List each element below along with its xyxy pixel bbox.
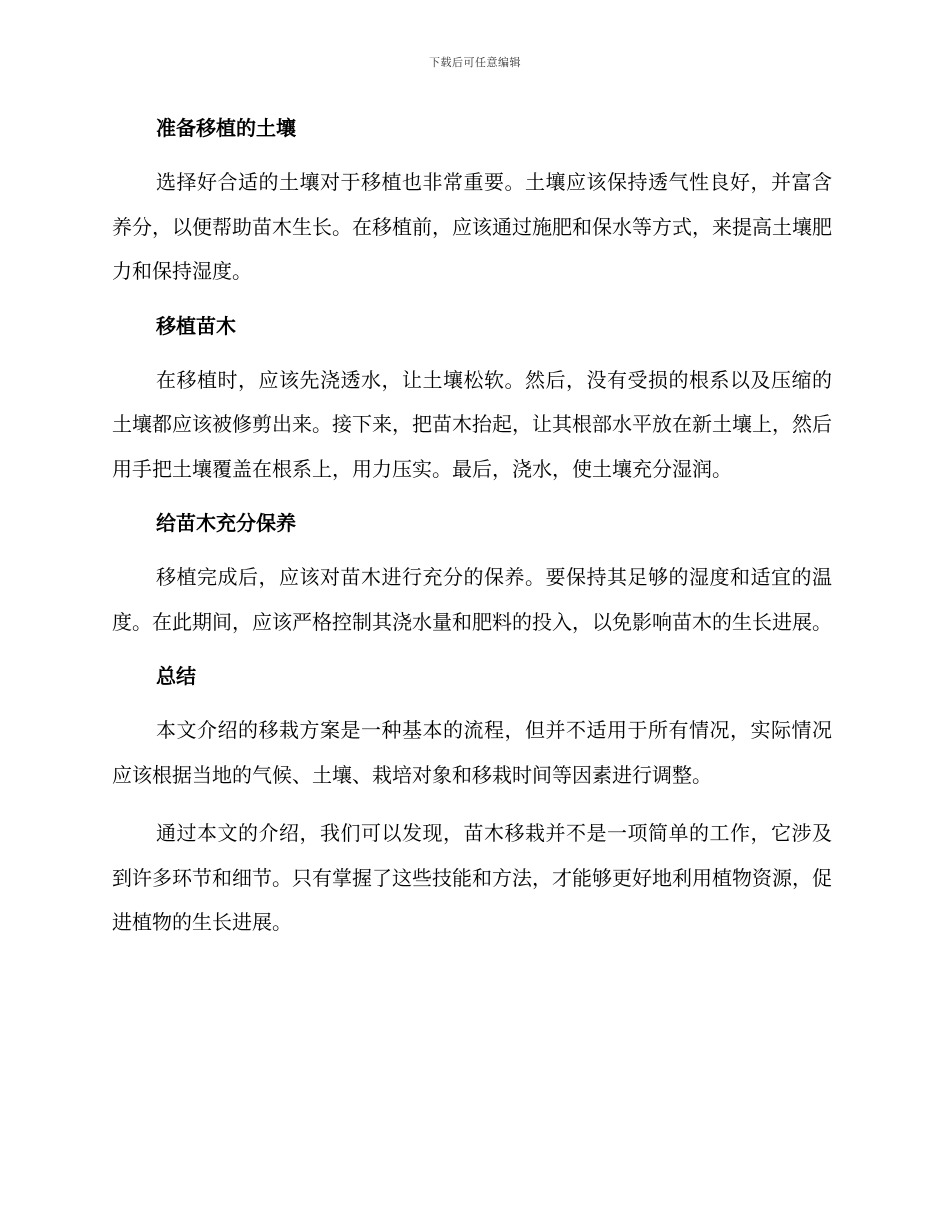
section-heading: 总结: [156, 664, 196, 688]
section-paragraph: 通过本文的介绍，我们可以发现，苗木移栽并不是一项简单的工作，它涉及到许多环节和细节。只有掌握了这些技能和方法，才能够更好地利用植物资源，促进植物的生长进展。: [112, 821, 832, 934]
section-paragraph: 选择好合适的土壤对于移植也非常重要。土壤应该保持透气性良好，并富含养分，以便帮助苗木生长。在移植前，应该通过施肥和保水等方式，来提高土壤肥力和保持湿度。: [112, 170, 832, 283]
section-paragraph: 本文介绍的移栽方案是一种基本的流程，但并不适用于所有情况，实际情况应该根据当地的气候、土壤、栽培对象和移栽时间等因素进行调整。: [112, 718, 832, 787]
page-header: 下载后可任意编辑: [429, 56, 521, 69]
section-heading: 给苗木充分保养: [156, 511, 296, 535]
document-body: [112, 110, 832, 959]
section-heading: 准备移植的土壤: [156, 116, 296, 140]
section-paragraph: 移植完成后，应该对苗木进行充分的保养。要保持其足够的湿度和适宜的温度。在此期间，应该严格控制其浇水量和肥料的投入，以免影响苗木的生长进展。: [112, 565, 832, 634]
section-paragraph: 在移植时，应该先浇透水，让土壤松软。然后，没有受损的根系以及压缩的土壤都应该被修剪出来。接下来，把苗木抬起，让其根部水平放在新土壤上，然后用手把土壤覆盖在根系上，用力压实。最后，浇水，使土壤充分湿润。: [112, 367, 832, 481]
section-heading: 移植苗木: [156, 313, 236, 338]
